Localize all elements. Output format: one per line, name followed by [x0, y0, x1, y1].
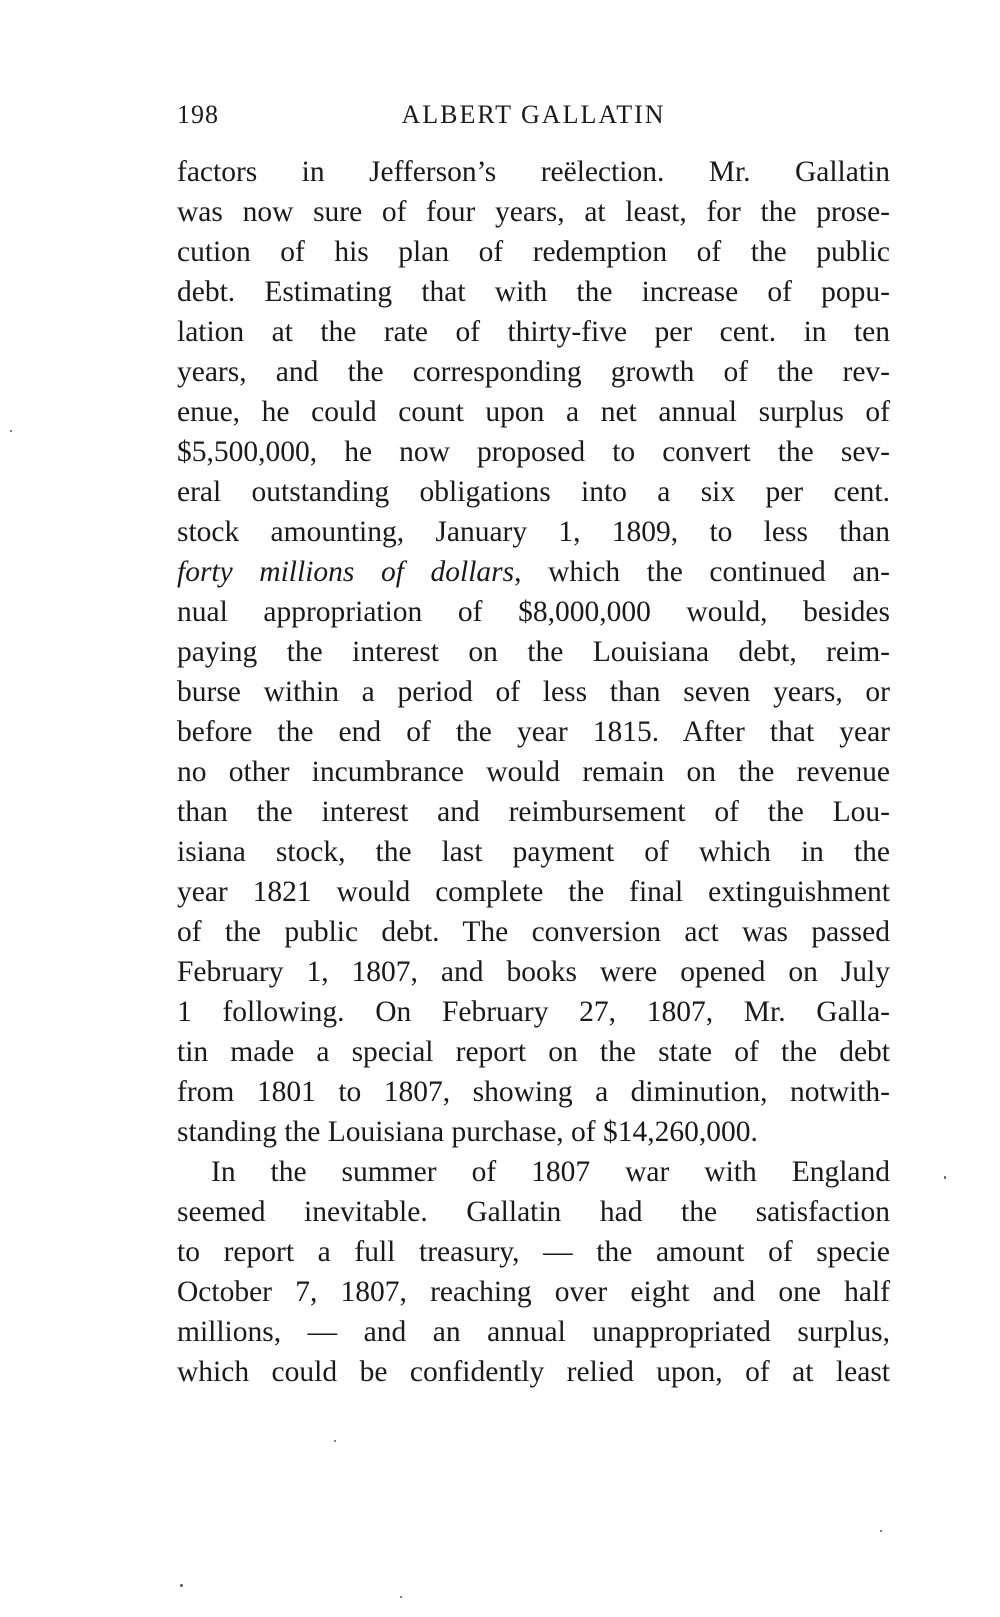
paper-speck — [944, 1176, 946, 1179]
text-line: than the interest and reimbursement of the Lou- — [177, 796, 890, 828]
paragraph-1 — [177, 152, 890, 1152]
text-line: February 1, 1807, and books were opened on July — [177, 956, 890, 988]
text-line: debt. Estimating that with the increase of popu- — [177, 276, 890, 308]
text-line-italic-phrase — [177, 552, 890, 592]
paper-speck — [10, 430, 12, 432]
text-line: standing the Louisiana purchase, of $14,260,000. — [177, 1116, 758, 1148]
page-header — [177, 100, 890, 140]
text-line: to report a full treasury, — the amount of specie — [177, 1236, 890, 1268]
text-line: years, and the corresponding growth of the rev- — [177, 356, 890, 388]
text-line: no other incumbrance would remain on the revenue — [177, 756, 890, 788]
text-line: enue, he could count upon a net annual surplus of — [177, 396, 890, 428]
text-line: was now sure of four years, at least, for the prose- — [177, 196, 890, 228]
text-line: year 1821 would complete the final extinguishment — [177, 876, 890, 908]
text-line: isiana stock, the last payment of which in the — [177, 836, 890, 868]
italic-phrase: forty millions of dollars — [177, 556, 515, 588]
paper-speck — [180, 1584, 183, 1587]
paper-speck — [400, 1596, 402, 1598]
text-line: factors in Jefferson’s reëlection. Mr. Gallatin — [177, 156, 890, 188]
text-line: cution of his plan of redemption of the public — [177, 236, 890, 268]
text-line: tin made a special report on the state of the debt — [177, 1036, 890, 1068]
text-line: of the public debt. The conversion act was passed — [177, 916, 890, 948]
paragraph-2 — [177, 1152, 890, 1392]
text-line: which could be confidently relied upon, of at least — [177, 1356, 890, 1388]
text-line: October 7, 1807, reaching over eight and one half — [177, 1276, 890, 1308]
text-line-rest: , which the continued an- — [514, 556, 890, 588]
text-line: seemed inevitable. Gallatin had the satisfaction — [177, 1196, 890, 1228]
paper-speck — [334, 1440, 336, 1442]
text-line: from 1801 to 1807, showing a diminution, notwith- — [177, 1076, 890, 1108]
text-line: In the summer of 1807 war with England — [211, 1156, 890, 1188]
page-number: 198 — [177, 100, 219, 129]
text-line: 1 following. On February 27, 1807, Mr. Galla- — [177, 996, 890, 1028]
text-line: burse within a period of less than seven years, or — [177, 676, 890, 708]
text-line: paying the interest on the Louisiana debt, reim- — [177, 636, 890, 668]
text-line: $5,500,000, he now proposed to convert the sev- — [177, 436, 890, 468]
text-line: nual appropriation of $8,000,000 would, besides — [177, 596, 890, 628]
text-line: before the end of the year 1815. After that year — [177, 716, 890, 748]
text-line: millions, — and an annual unappropriated surplus, — [177, 1316, 890, 1348]
running-head: ALBERT GALLATIN — [401, 100, 666, 129]
body-text — [177, 152, 890, 1392]
text-line: eral outstanding obligations into a six per cent. — [177, 476, 890, 508]
paper-speck — [880, 1530, 882, 1532]
text-line: stock amounting, January 1, 1809, to less than — [177, 516, 890, 548]
text-line: lation at the rate of thirty-five per cent. in ten — [177, 316, 890, 348]
